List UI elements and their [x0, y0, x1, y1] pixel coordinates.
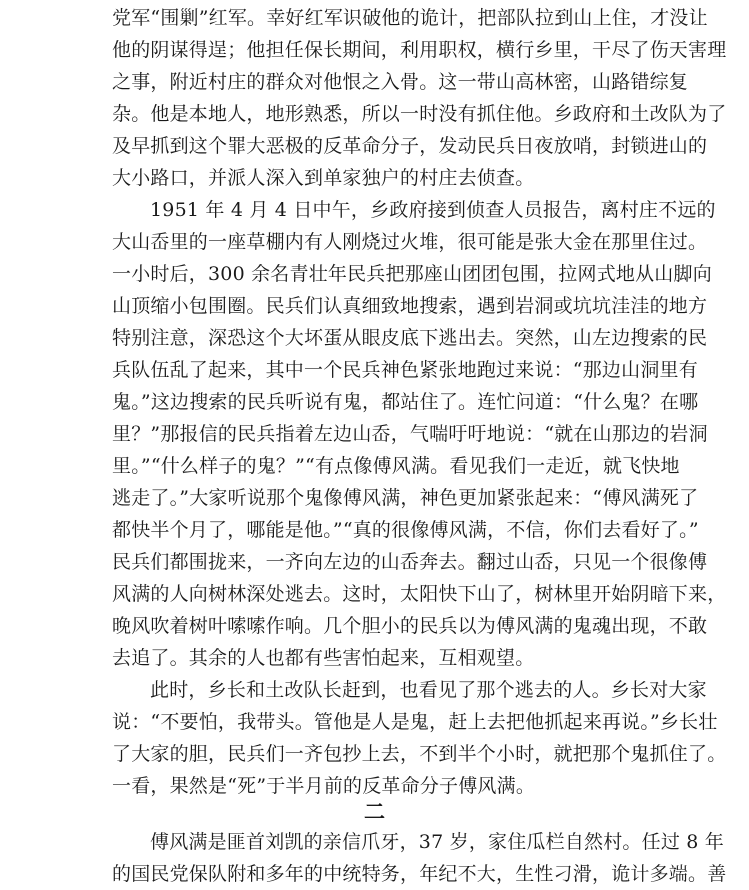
- paragraph-first-line: 此时，乡长和土改队长赶到，也看见了那个逃去的人。乡长对大家: [150, 679, 707, 701]
- section-heading: 二: [364, 799, 385, 824]
- paragraph-first-line: 1951 年 4 月 4 日中午，乡政府接到侦查人员报告，离村庄不远的: [150, 199, 716, 221]
- text-line: 说：“不要怕，我带头。管他是人是鬼，赶上去把他抓起来再说。”乡长壮: [112, 711, 718, 733]
- text-line: 他的阴谋得逞；他担任保长期间，利用职权，横行乡里，干尽了伤天害理: [112, 39, 727, 61]
- text-line: 一看，果然是“死”于半月前的反革命分子傅风满。: [112, 775, 536, 797]
- text-line: 大山岙里的一座草棚内有人刚烧过火堆，很可能是张大金在那里住过。: [112, 231, 708, 253]
- text-line: 大小路口，并派人深入到单家独户的村庄去侦查。: [112, 167, 535, 189]
- text-line: 鬼。”这边搜索的民兵听说有鬼，都站住了。连忙问道：“什么鬼？在哪: [112, 391, 699, 413]
- text-line: 都快半个月了，哪能是他。”“真的很像傅风满，不信，你们去看好了。”: [112, 519, 699, 541]
- text-line: 杂。他是本地人，地形熟悉，所以一时没有抓住他。乡政府和土改队为了: [112, 103, 727, 125]
- paragraph-first-line: 傅风满是匪首刘凯的亲信爪牙，37 岁，家住瓜栏自然村。任过 8 年: [150, 831, 724, 853]
- text-line: 逃走了。”大家听说那个鬼像傅风满，神色更加紧张起来：“傅风满死了: [112, 487, 699, 509]
- text-line: 山顶缩小包围圈。民兵们认真细致地搜索，遇到岩洞或坑坑洼洼的地方: [112, 295, 708, 317]
- text-line: 党军“围剿”红军。幸好红军识破他的诡计，把部队拉到山上住，才没让: [112, 7, 708, 29]
- text-line: 晚风吹着树叶嗦嗦作响。几个胆小的民兵以为傅风满的鬼魂出现，不敢: [112, 615, 708, 637]
- text-line: 兵队伍乱了起来，其中一个民兵神色紧张地跑过来说：“那边山洞里有: [112, 359, 698, 381]
- text-line: 民兵们都围拢来，一齐向左边的山岙奔去。翻过山岙，只见一个很像傅: [112, 551, 708, 573]
- text-line: 风满的人向树林深处逃去。这时，太阳快下山了，树林里开始阴暗下来，: [112, 583, 727, 605]
- text-line: 特别注意，深恐这个大坏蛋从眼皮底下逃出去。突然，山左边搜索的民: [112, 327, 708, 349]
- text-line: 之事，附近村庄的群众对他恨之入骨。这一带山高林密，山路错综复: [112, 71, 689, 93]
- text-line: 一小时后，300 余名青壮年民兵把那座山团团包围，拉网式地从山脚向: [112, 263, 712, 285]
- text-line: 里。”“什么样子的鬼？”“有点像傅风满。看见我们一走近，就飞快地: [112, 455, 680, 477]
- text-line: 里？”那报信的民兵指着左边山岙，气喘吁吁地说：“就在山那边的岩洞: [112, 423, 708, 445]
- text-line: 了大家的胆，民兵们一齐包抄上去，不到半个小时，就把那个鬼抓住了。: [112, 743, 727, 765]
- text-line: 的国民党保队附和多年的中统特务，年纪不大，生性刁滑，诡计多端。善: [112, 863, 727, 885]
- text-line: 及早抓到这个罪大恶极的反革命分子，发动民兵日夜放哨，封锁进山的: [112, 135, 708, 157]
- text-line: 去追了。其余的人也都有些害怕起来，互相观望。: [112, 647, 535, 669]
